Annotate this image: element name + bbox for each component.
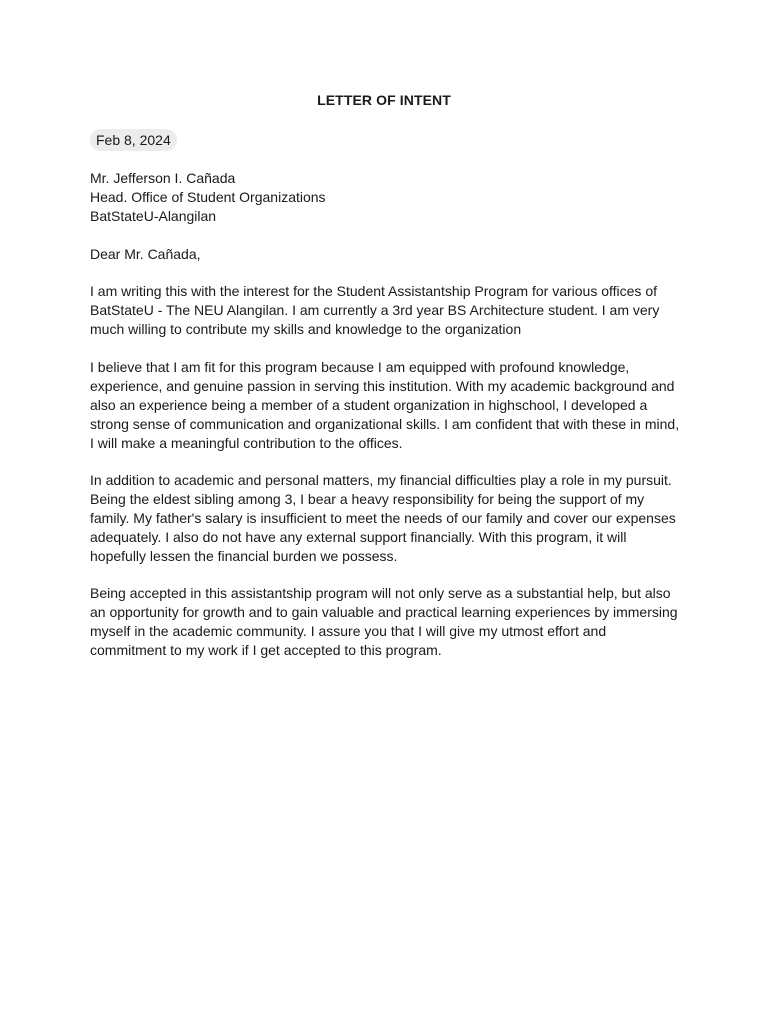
recipient-position: Head. Office of Student Organizations [90,189,326,205]
recipient-block [90,169,680,226]
salutation: Dear Mr. Cañada, [90,246,201,262]
body-paragraph-4: Being accepted in this assistantship program will not only serve as a substantial help, but also an opportunity for growth and to gain valuable and practical learning experiences by immersing myself in the academic community. I assure you that I will give my utmost effort and commitment to my work if I get accepted to this program. [90,585,678,658]
date-chip[interactable]: Feb 8, 2024 [90,129,177,151]
recipient-name: Mr. Jefferson I. Cañada [90,170,236,186]
body-paragraph-1: I am writing this with the interest for the Student Assistantship Program for various offices of BatStateU - The NEU Alangilan. I am currently a 3rd year BS Architecture student. I am very much willing to contribute my skills and knowledge to the organization [90,283,660,337]
body-paragraph-2: I believe that I am fit for this program because I am equipped with profound knowledge, experience, and genuine passion in serving this institution. With my academic background and also an experience being a member of a student organization in highschool, I developed a strong sense of communication and organizational skills. I am confident that with these in mind, I will make a meaningful contribution to the offices. [90,359,680,451]
recipient-institution: BatStateU-Alangilan [90,208,217,224]
body-paragraph-3: In addition to academic and personal matters, my financial difficulties play a role in my pursuit. Being the eldest sibling among 3, I bear a heavy responsibility for being the support of my family. My father's salary is insufficient to meet the needs of our family and cover our expenses adequately. I also do not have any external support financially. With this program, it will hopefully lessen the financial burden we possess. [90,472,676,564]
letter-title: LETTER OF INTENT [317,92,451,108]
